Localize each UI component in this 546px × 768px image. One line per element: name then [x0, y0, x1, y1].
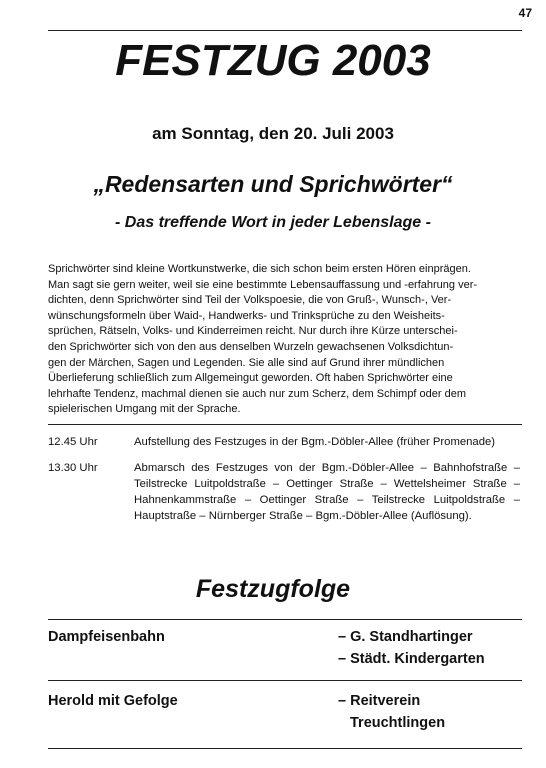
intro-line: sprüchen, Rätseln, Volks- und Kinderreimen reicht. Nur durch ihre Kürze unterschei-: [48, 325, 458, 338]
page-title: FESTZUG 2003: [115, 36, 431, 85]
procession-title: Festzugfolge: [195, 575, 351, 603]
procession-group: – Reitverein: [338, 693, 421, 709]
intro-line: Sprichwörter sind kleine Wortkunstwerke, die sich schon beim ersten Hören einprägen.: [48, 263, 471, 275]
schedule-text: Aufstellung des Festzuges in der Bgm.-Döbler-Allee (früher Promenade): [134, 436, 496, 448]
schedule-time: 13.30 Uhr: [48, 462, 98, 474]
schedule-divider: [48, 424, 522, 425]
procession-divider: [48, 748, 522, 749]
intro-line: Man sagt sie gern weiter, weil sie eine bestimmte Lebensauffassung und -erfahrung ver-: [48, 278, 478, 291]
intro-line: den Sprichwörter sich von den aus denselben Wurzeln gewachsenen Volksdichtun-: [48, 340, 454, 353]
motto-heading: „Redensarten und Sprichwörter“: [93, 171, 453, 197]
schedule-time: 12.45 Uhr: [48, 436, 98, 448]
intro-line: Überlieferung schließlich zum Allgemeingut geworden. Oft haben Sprichwörter eine: [48, 372, 453, 385]
procession-entry-groups: [338, 690, 445, 734]
procession-entry-name: Dampfeisenbahn: [48, 629, 165, 645]
top-divider: [48, 30, 522, 31]
intro-line: dichten, denn Sprichwörter sind Teil der Volkspoesie, die von Gruß-, Wunsch-, Ver-: [48, 294, 452, 307]
procession-group: – Städt. Kindergarten: [338, 651, 485, 667]
motto-subtitle: - Das treffende Wort in jeder Lebenslage -: [115, 214, 431, 231]
event-date: am Sonntag, den 20. Juli 2003: [152, 124, 394, 143]
schedule-text: Abmarsch des Festzuges von der Bgm.-Döbler-Allee – Bahnhofstraße – Teilstrecke Luitpoldstraße – Oettinger Straße – Wettelsheimer Straße – Hahnenkammstraße – Oettinger Straße – Teilstrecke Luitpoldstraße – Hauptstraße – Nürnberger Straße – Bgm.-Döbler-Allee (Auflösung).: [134, 462, 520, 522]
procession-group: – G. Standhartinger: [338, 629, 473, 645]
intro-line: lehrhafte Tendenz, machmal dienen sie auch nur zum Scherz, dem Schimpf oder dem: [48, 387, 467, 400]
procession-entry-name: Herold mit Gefolge: [48, 693, 178, 709]
intro-line: gen der Märchen, Sagen und Legenden. Sie alle sind auf Grund ihrer mündlichen: [48, 356, 445, 369]
page-number: 47: [518, 6, 532, 20]
procession-divider: [48, 680, 522, 681]
procession-entry-groups: [338, 626, 485, 670]
procession-group: Treuchtlingen: [350, 715, 446, 731]
schedule: [48, 434, 520, 534]
schedule-row: [48, 434, 520, 450]
intro-paragraph: [48, 262, 520, 418]
intro-line: wünschungsformeln über Waid-, Handwerks- und Trinksprüche zu den Weisheits-: [48, 309, 445, 322]
procession-divider: [48, 619, 522, 620]
intro-line: spielerischen Umgang mit der Sprache.: [48, 403, 241, 416]
schedule-row: [48, 460, 520, 524]
